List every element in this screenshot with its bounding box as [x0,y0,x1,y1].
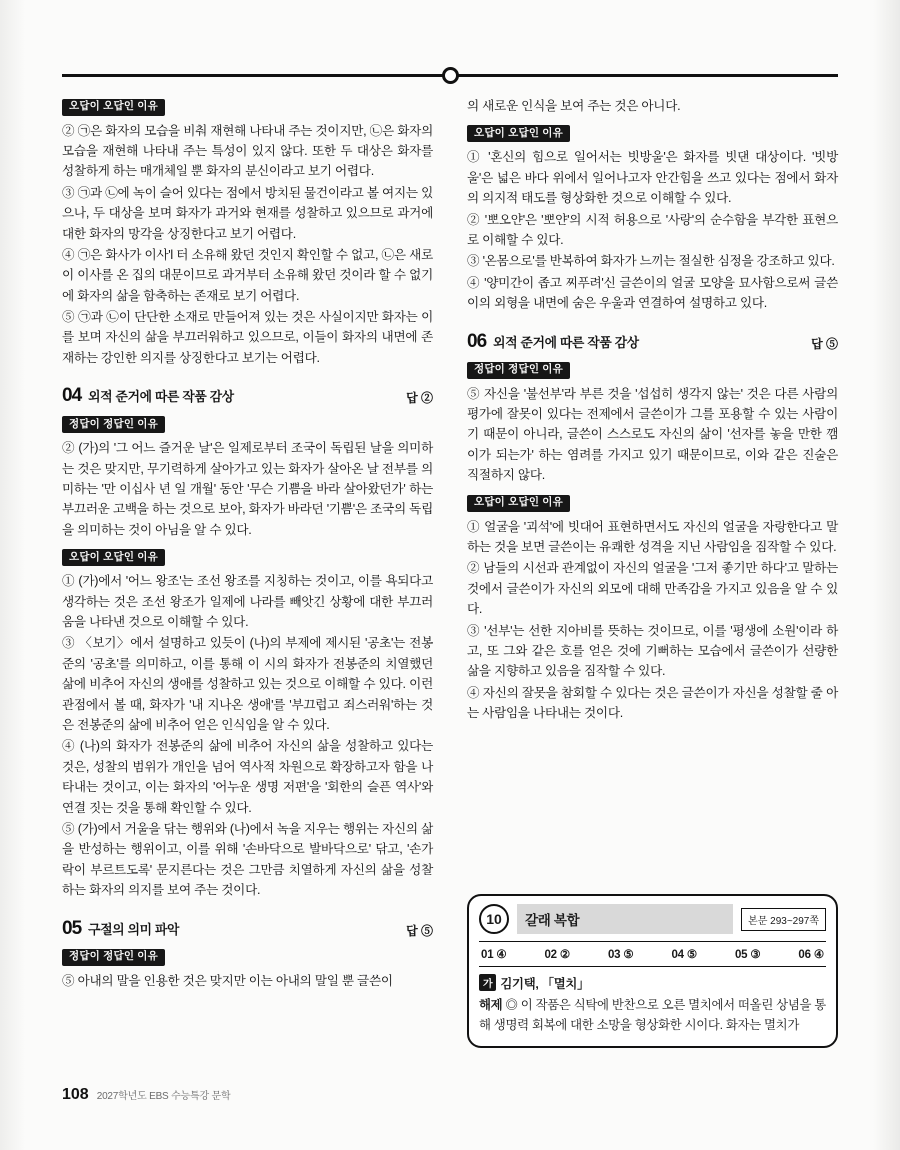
question-number: 05 [62,917,82,939]
haeseol-text-block [479,996,826,1036]
haeseol-body: 이 작품은 식탁에 반찬으로 오른 멸치에서 떠올린 상념을 통해 생명력 회복에 대한 소망을 형상화한 시이다. 화자는 멸치가 [479,998,826,1033]
answer-key-item [735,947,761,961]
question-title: 외적 준거에 따른 작품 감상 [493,334,639,350]
wrong-answer-chip: 오답이 오답인 이유 [62,549,165,566]
answer-key-number: 02 [544,949,557,962]
right-column [467,96,838,1110]
answer-key-choice: ⑤ [686,949,697,962]
work-tag: 가 [479,974,496,991]
answer-key-item [544,947,570,961]
question-title: 구절의 의미 파악 [88,921,180,937]
answer-key-item [798,947,824,961]
page-content [62,60,838,1110]
answer-key-choice: ④ [813,949,824,962]
work-title-line [479,974,826,992]
top-rule-dot [442,67,459,84]
genre-number-badge: 10 [479,904,509,934]
answer-key-item [608,947,634,961]
explanation-paragraph: ① 얼굴을 '괴석'에 빗대어 표현하면서도 자신의 얼굴을 자랑한다고 말하는 것을 보면 글쓴이는 유쾌한 성격을 지닌 사람임을 짐작할 수 있다. [467,519,838,554]
correct-answer-chip: 정답이 정답인 이유 [467,362,570,379]
explanation-paragraph: ④ (나)의 화자가 전봉준의 삶에 비추어 자신의 삶을 성찰하고 있다는 것은, 성찰의 범위가 개인을 넘어 역사적 차원으로 확장하고자 함을 나타내는 것이고, 이는 화자의 '어누운 생명 저편'을 '회한의 슬픈 역사'와 연결 짓는 것을 통해 확인할 수 있다. [62,739,433,815]
haeseol-label: 해제 [479,998,503,1013]
explanation-paragraph: ② ㉠은 화자의 모습을 비춰 재현해 나타내 주는 것이지만, ㉡은 화자의 모습을 재현해 나타내 주는 특성이 있지 않다. 또한 두 대상은 화자를 성찰하게 하는 매개체일 뿐 화자의 분신이라고 보기 어렵다. [62,123,433,179]
answer-key-number: 01 [481,949,494,962]
explanation-paragraph: ⑤ (가)에서 거울을 닦는 행위와 (나)에서 녹을 지우는 행위는 자신의 삶을 반성하는 행위이고, 이를 위해 '손바닥으로 발바닥으로' 닦고, '손가락이 부르트도록' 문지른다는 것은 그만큼 치열하게 자신의 삶을 성찰하는 화자의 의지를 보여 주는 것이다. [62,821,433,898]
question-number: 06 [467,330,487,352]
explanation-paragraph: 의 새로운 인식을 보여 주는 것은 아니다. [467,99,681,113]
page-number: 108 [62,1086,89,1103]
work-title: 김기택, 「멸치」 [500,977,590,992]
answer-key-row [479,941,826,967]
question-answer: 답 ⑤ [406,923,433,938]
wrong-answer-chip: 오답이 오답인 이유 [467,495,570,512]
question-number: 04 [62,385,82,407]
question-header-04 [62,386,433,405]
explanation-paragraph: ③ 〈보기〉에서 설명하고 있듯이 (나)의 부제에 제시된 '공초'는 전봉준의 '공초'를 의미하고, 이를 통해 이 시의 화자가 전봉준의 치열했던 삶에 비추어 자신의 생애를 성찰하고 있는 것으로 이해할 수 있다. 이런 관점에서 볼 때, 화자가 '내 지나온 생애'를 '부끄럽고 죄스러워'하는 것은 전봉준의 삶에 비추어 얻은 인식임을 알 수 있다. [62,636,433,733]
explanation-paragraph: ⑤ 자신을 '불선부'라 부른 것을 '섭섭히 생각지 않는' 것은 다른 사람의 평가에 잘못이 있다는 전제에서 글쓴이가 그를 포용할 수 있는 사람이기 때문이 아니라, 글쓴이 스스로도 자신의 삶이 '선자를 놓을 만한 깸이가 되는가' 하는 염려를 가지고 있기 때문이므로, 이와 같은 진술은 직절하지 않다. [467,386,838,483]
answer-key-choice: ⑤ [623,949,634,962]
explanation-paragraph: ⑤ 아내의 말을 인용한 것은 맞지만 이는 아내의 말일 뿐 글쓴이 [62,973,393,988]
left-column [62,96,433,1110]
answer-key-choice: ④ [496,949,507,962]
wrong-answer-chip: 오답이 오답인 이유 [467,125,570,142]
answer-key-number: 05 [734,949,748,962]
explanation-paragraph: ③ ㉠과 ㉡에 녹이 슬어 있다는 점에서 방치된 물건이라고 볼 여지는 있으나, 두 대상을 보며 화자가 과거와 현재를 성찰하고 있으므로 과거에 대한 화자의 망각을 상징한다고 보기 어렵다. [62,185,433,241]
explanation-paragraph: ② 남들의 시선과 관계없이 자신의 얼굴을 '그저 좋기만 하다'고 말하는 것에서 글쓴이가 자신의 외모에 대해 만족감을 가지고 있음을 알 수 있다. [467,561,838,617]
genre-summary-box [467,894,838,1048]
explanation-paragraph: ① '혼신의 힘으로 일어서는 빗방울'은 화자를 빗댄 대상이다. '빗방울'은 넓은 바다 위에서 일어나고자 안간힘을 쓰고 있다는 점에서 화자의 의지적 태도를 형상화한 것으로 이해할 수 있다. [467,150,838,206]
page-footer [62,1086,230,1104]
explanation-paragraph: ① (가)에서 '어느 왕조'는 조선 왕조를 지칭하는 것이고, 이를 욕되다고 생각하는 것은 조선 왕조가 일제에 나라를 빼앗긴 상황에 대한 부끄러움을 나타낸 것으로 이해할 수 있다. [62,574,433,630]
explanation-paragraph: ③ '선부'는 선한 지아비를 뜻하는 것이므로, 이를 '평생에 소원'이라 하고, 또 그와 같은 호를 얻은 것에 기뻐하는 모습에서 글쓴이가 선량한 삶을 지향하고 있음을 짐작할 수 있다. [467,623,838,679]
genre-title: 갈래 복합 [517,904,733,934]
question-header-05 [62,919,433,938]
question-answer: 답 ⑤ [811,336,838,351]
genre-page-reference: 본문 293~297쪽 [741,908,826,931]
correct-answer-chip: 정답이 정답인 이유 [62,949,165,966]
answer-key-number: 03 [607,949,621,962]
wrong-answer-chip: 오답이 오답인 이유 [62,99,165,116]
explanation-paragraph: ④ '양미간이 좁고 찌푸려'신 글쓴이의 얼굴 모양을 묘사함으로써 글쓴이의 외형을 내면에 숨은 우울과 연결하여 설명하고 있다. [467,275,838,311]
two-column-body [62,96,838,1110]
genre-box-header [479,904,826,934]
answer-key-item [671,947,697,961]
explanation-paragraph: ④ ㉠은 화사가 이사'l 터 소유해 왔던 것인지 확인할 수 없고, ㉡은 새로이 이사를 온 집의 대문이므로 과거부터 소유해 왔던 것이라 할 수 없기에 화자의 삶을 함축하는 존재로 보기 어렵다. [62,247,433,303]
answer-key-number: 06 [798,949,811,962]
answer-key-choice: ② [559,949,571,962]
correct-answer-chip: 정답이 정답인 이유 [62,416,165,433]
answer-key-number: 04 [671,949,684,962]
question-answer: 답 ② [406,391,433,406]
answer-key-choice: ③ [750,949,761,962]
answer-key-item [481,947,507,961]
question-header-06 [467,332,838,351]
question-title: 외적 준거에 따른 작품 감상 [88,389,234,405]
explanation-paragraph: ② '뽀오얀'은 '뽀얀'의 시적 허용으로 '사랑'의 순수함을 부각한 표현으로 이해할 수 있다. [467,212,838,247]
explanation-paragraph: ② (가)의 '그 어느 즐거운 날'은 일제로부터 조국이 독립된 날을 의미하는 것은 맞지만, 무기력하게 살아가고 있는 화자가 살아온 날 전부를 의미하는 '만 이십사 년 일 개월' 동안 '무슨 기쁨을 바라 살아왔던가' 하는 부끄러운 고백을 하는 것으로 보아, 화자가 바라던 '기쁨'은 조국의 독립을 의미하는 것이 아님을 알 수 있다. [62,441,433,537]
explanation-paragraph: ⑤ ㉠과 ㉡이 단단한 소재로 만들어져 있는 것은 사실이지만 화자는 이를 보며 자신의 삶을 부끄러워하고 있으므로, 이들이 화자의 내면에 존재하는 강인한 의지를 상징한다고 보기는 어렵다. [62,310,433,365]
explanation-paragraph: ④ 자신의 잘못을 참회할 수 있다는 것은 글쓴이가 자신을 성찰할 줄 아는 사람임을 나타내는 것이다. [467,685,838,721]
haeseol-mark: ◎ [505,998,518,1013]
explanation-paragraph: ③ '온몸으로'를 반복하여 화자가 느끼는 절실한 심정을 강조하고 있다. [467,254,835,269]
footer-book-title: 2027학년도 EBS 수능특강 문학 [96,1091,231,1102]
